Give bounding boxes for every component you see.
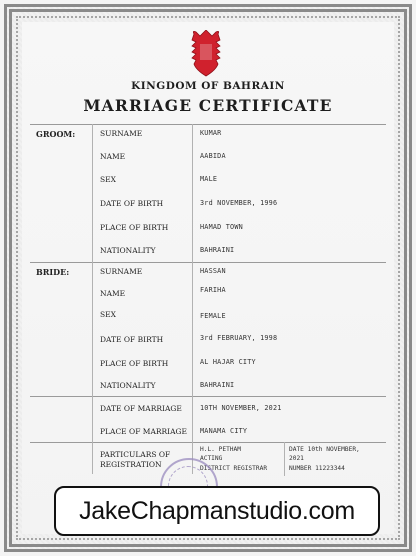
marriage-place-label: PLACE OF MARRIAGE: [100, 427, 188, 436]
bride-sex-label: SEX: [100, 310, 116, 319]
bahrain-emblem-icon: [186, 30, 226, 78]
bride-name-label: NAME: [100, 289, 126, 298]
registration-label-line1: PARTICULARS OF: [100, 450, 171, 459]
bride-marriage-divider: [30, 396, 386, 397]
label-column-rule: [92, 124, 93, 474]
registrar-title: DISTRICT REGISTRAR: [200, 465, 268, 472]
groom-surname-label: SURNAME: [100, 129, 143, 138]
marriage-place-value: MANAMA CITY: [200, 427, 248, 435]
registrar-role: ACTING: [200, 455, 223, 462]
bride-sex-value: FEMALE: [200, 312, 226, 320]
registration-date-line2: 2021: [289, 455, 304, 462]
bride-nationality-label: NATIONALITY: [100, 381, 156, 390]
bride-dob-value: 3rd FEBRUARY, 1998: [200, 334, 278, 342]
marriage-date-label: DATE OF MARRIAGE: [100, 404, 182, 413]
registration-split-rule: [284, 442, 285, 476]
table-top-rule: [30, 124, 386, 125]
value-column-rule: [192, 124, 193, 474]
groom-sex-label: SEX: [100, 175, 116, 184]
registrar-name: H.L. PETHAM: [200, 446, 241, 453]
watermark-banner: [54, 486, 380, 536]
bride-pob-label: PLACE OF BIRTH: [100, 359, 169, 368]
certificate-title: MARRIAGE CERTIFICATE: [83, 96, 333, 115]
bride-surname-label: SURNAME: [100, 267, 143, 276]
registration-number: NUMBER 11223344: [289, 465, 345, 472]
groom-pob-value: HAMAD TOWN: [200, 223, 243, 231]
kingdom-heading: KINGDOM OF BAHRAIN: [131, 80, 285, 92]
bride-name-value: FARIHA: [200, 286, 226, 294]
groom-bride-divider: [30, 262, 386, 263]
bride-section-label: BRIDE:: [36, 267, 70, 277]
groom-dob-label: DATE OF BIRTH: [100, 199, 164, 208]
groom-dob-value: 3rd NOVEMBER, 1996: [200, 199, 278, 207]
registration-label-line2: REGISTRATION: [100, 460, 162, 469]
bride-dob-label: DATE OF BIRTH: [100, 335, 164, 344]
bride-surname-value: HASSAN: [200, 267, 226, 275]
groom-nationality-value: BAHRAINI: [200, 246, 235, 254]
groom-sex-value: MALE: [200, 175, 218, 183]
bride-nationality-value: BAHRAINI: [200, 381, 235, 389]
bride-pob-value: AL HAJAR CITY: [200, 358, 256, 366]
marriage-date-value: 10TH NOVEMBER, 2021: [200, 404, 282, 412]
groom-name-label: NAME: [100, 152, 126, 161]
groom-nationality-label: NATIONALITY: [100, 246, 156, 255]
groom-name-value: AABIDA: [200, 152, 226, 160]
groom-section-label: GROOM:: [36, 129, 76, 139]
watermark-text: JakeChapmanstudio.com: [79, 496, 355, 525]
groom-surname-value: KUMAR: [200, 129, 222, 137]
registration-date-line1: DATE 10th NOVEMBER,: [289, 446, 360, 453]
groom-pob-label: PLACE OF BIRTH: [100, 223, 169, 232]
marriage-registration-divider: [30, 442, 386, 443]
